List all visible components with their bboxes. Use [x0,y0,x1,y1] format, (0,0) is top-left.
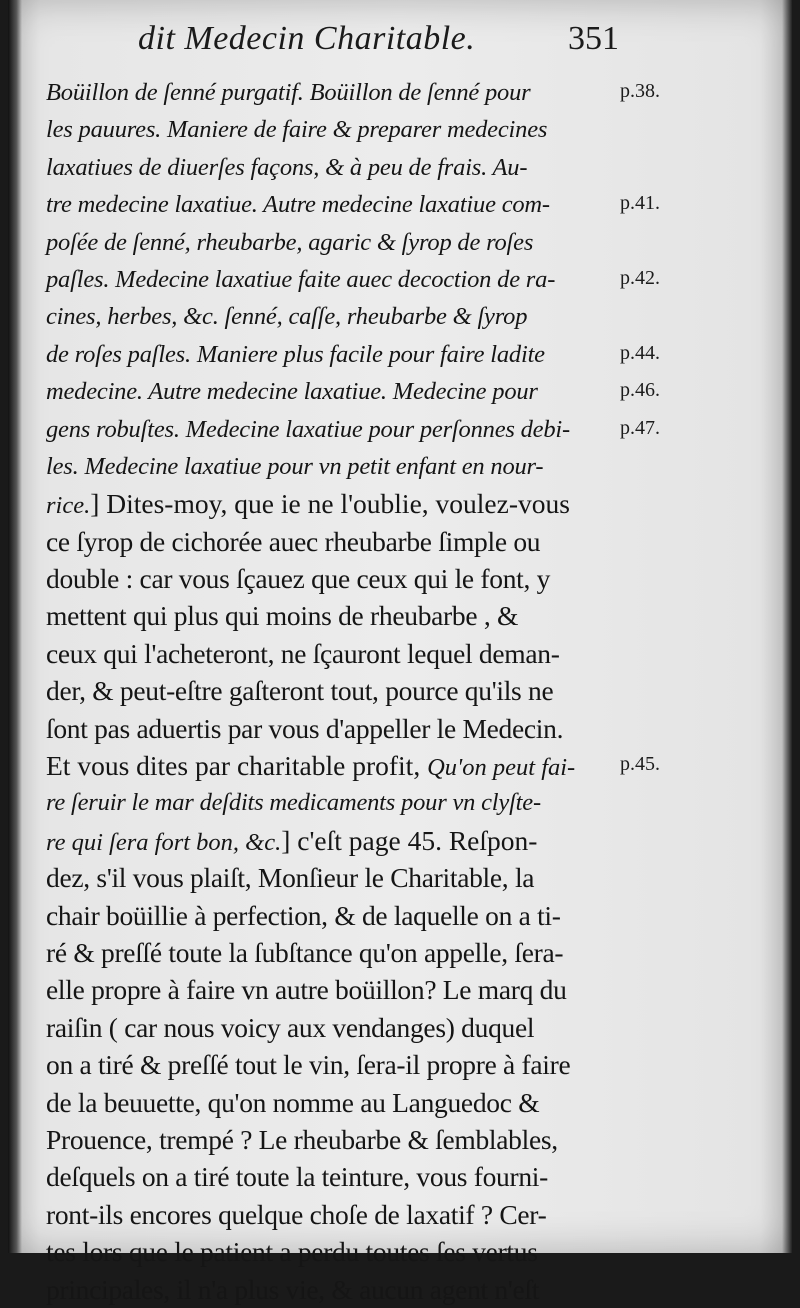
roman-segment: Et vous dites par charitable profit, [46,750,428,782]
margin-note: p.46. [620,379,660,402]
text-line: dez, s'il vous plaiſt, Monſieur le Charitable, la [46,862,535,894]
page-header [138,20,638,70]
text-line: de roſes paſles. Maniere plus facile pour faire ladite [46,340,545,368]
margin-note: p.38. [620,80,660,102]
margin-note: p.45. [620,753,660,776]
text-line: ré & preſſé toute la ſubſtance qu'on appelle, ſera- [46,936,564,968]
text-line [46,485,626,522]
text-line: elle propre à faire vn autre boüillon? Le marq du [46,974,567,1006]
italic-segment: rice. [46,492,91,520]
text-line: de la beuuette, qu'on nomme au Languedoc & [46,1086,540,1118]
roman-segment: ] Dites-moy, que ie ne l'oublie, voulez-vous [90,488,570,520]
text-line: les. Medecine laxatiue pour vn petit enfant en nour- [46,452,544,480]
text-line: medecine. Autre medecine laxatiue. Medecine pour [46,378,538,406]
text-line: ceux qui l'acheteront, ne ſçauront lequel deman- [46,637,560,669]
text-line: chair boüillie à perfection, & de laquelle on a ti- [46,899,561,931]
text-line: ſont pas aduertis par vous d'appeller le Medecin. [46,712,564,744]
text-line: poſée de ſenné, rheubarbe, agaric & ſyrop de roſes [46,228,534,256]
margin-note: p.41. [620,192,660,215]
text-line: paſles. Medecine laxatiue faite auec decoction de ra- [46,265,556,293]
text-line: on a tiré & preſſé tout le vin, ſera-il propre à faire [46,1049,571,1081]
text-line [46,822,626,859]
text-line: gens robuſtes. Medecine laxatiue pour perſonnes debi- [46,415,570,443]
roman-segment: ] c'eſt page 45. Reſpon- [281,824,538,856]
text-line: Prouence, trempé ? Le rheubarbe & ſemblables, [46,1123,558,1155]
text-line: deſquels on a tiré toute la teinture, vous fourni- [46,1161,549,1193]
text-line [46,747,626,784]
text-line: ce ſyrop de cichorée auec rheubarbe ſimple ou [46,525,541,557]
page-gutter-shadow [8,0,22,1253]
italic-segment: Qu'on peut fai- [427,754,576,782]
body-text [46,74,626,1308]
text-line: cines, herbes, &c. ſenné, caſſe, rheubarbe & ſyrop [46,303,528,331]
page-number: 351 [568,20,619,57]
text-line: principales, il n'a plus vie, & aucun agent n'eſt [46,1273,540,1305]
italic-segment: re qui ſera fort bon, &c. [46,828,282,856]
page-edge-shadow [782,0,792,1253]
text-line: ront-ils encores quelque choſe de laxatif ? Cer- [46,1198,547,1230]
margin-note: p.47. [620,416,660,439]
text-line: der, & peut-eſtre gaſteront tout, pource qu'ils ne [46,675,554,707]
text-line: tes lors que le patient a perdu toutes ſes vertus [46,1236,538,1268]
text-line: tre medecine laxatiue. Autre medecine laxatiue com- [46,191,550,219]
book-page [8,0,792,1305]
margin-note: p.44. [620,341,660,364]
running-title: dit Medecin Charitable. [138,20,476,57]
margin-note: p.42. [620,267,660,289]
text-line: Boüillon de ſenné purgatif. Boüillon de ſenné pour [46,79,531,106]
text-line: double : car vous ſçauez que ceux qui le font, y [46,563,551,595]
text-line: mettent qui plus qui moins de rheubarbe , & [46,600,519,632]
text-line: laxatiues de diuerſes façons, & à peu de frais. Au- [46,153,528,181]
text-line: raiſin ( car nous voicy aux vendanges) duquel [46,1011,535,1043]
text-line: re ſeruir le mar deſdits medicaments pour vn clyſte- [46,789,541,817]
text-line: les pauures. Maniere de faire & preparer medecines [46,116,548,144]
